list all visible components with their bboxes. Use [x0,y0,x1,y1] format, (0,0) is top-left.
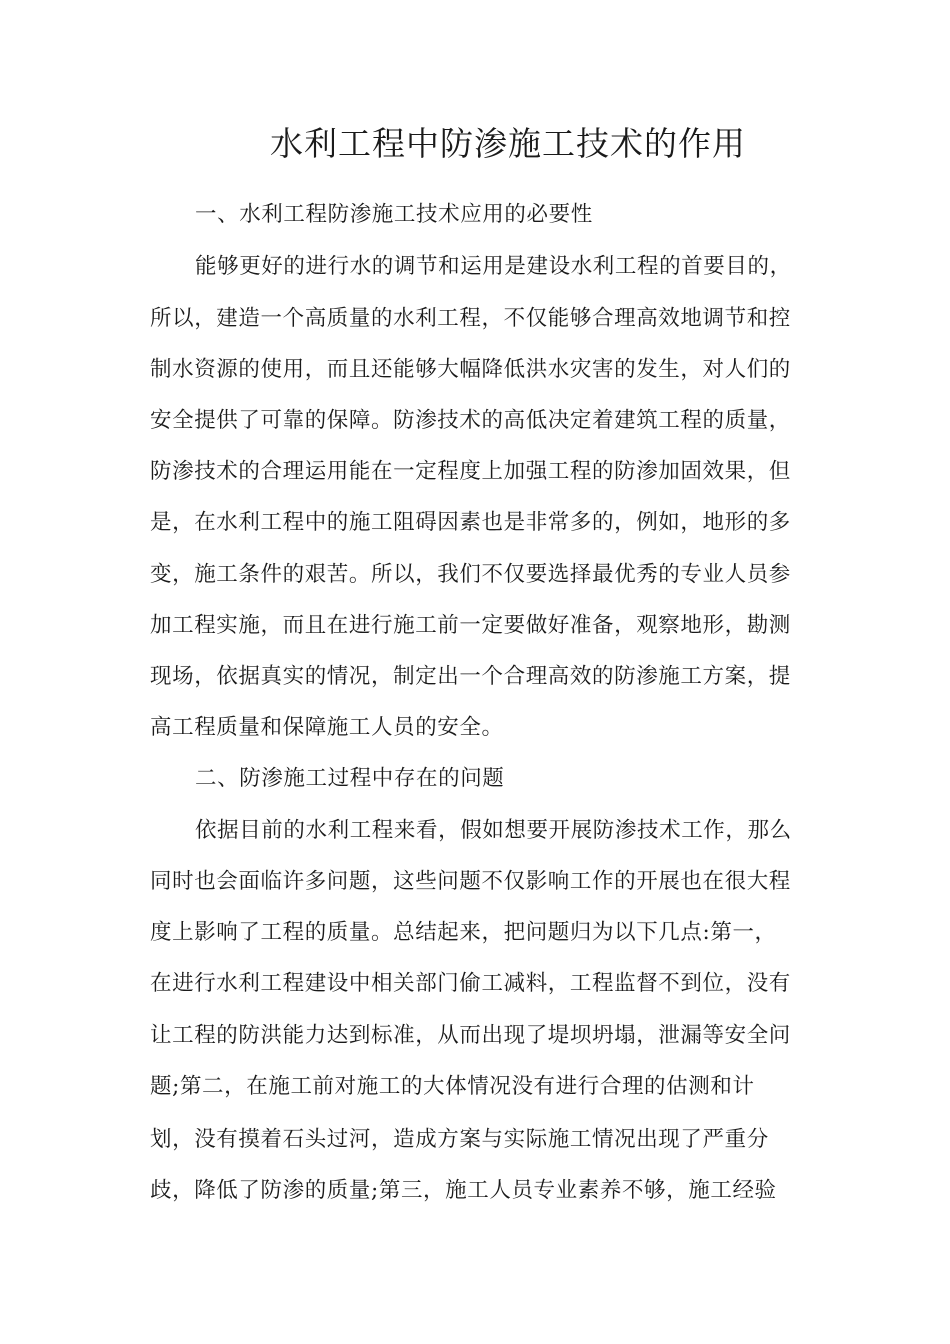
paragraph-line: 在进行水利工程建设中相关部门偷工减料，工程监督不到位，没有 [150,971,791,996]
paragraph-line: 划，没有摸着石头过河，造成方案与实际施工情况出现了严重分 [150,1127,769,1152]
paragraph-line: 度上影响了工程的质量。总结起来，把问题归为以下几点:第一， [150,920,777,945]
paragraph-line: 歧，降低了防渗的质量;第三，施工人员专业素养不够，施工经验 [150,1178,777,1203]
paragraph-line: 同时也会面临许多问题，这些问题不仅影响工作的开展也在很大程 [150,869,791,894]
paragraph-line: 能够更好的进行水的调节和运用是建设水利工程的首要目的， [195,254,792,279]
paragraph-line: 所以，建造一个高质量的水利工程，不仅能够合理高效地调节和控 [150,306,791,331]
paragraph-line: 制水资源的使用，而且还能够大幅降低洪水灾害的发生，对人们的 [150,357,791,382]
paragraph-line: 防渗技术的合理运用能在一定程度上加强工程的防渗加固效果，但 [150,459,791,484]
paragraph-line: 安全提供了可靠的保障。防渗技术的高低决定着建筑工程的质量， [150,408,791,433]
paragraph-line: 现场，依据真实的情况，制定出一个合理高效的防渗施工方案，提 [150,664,791,689]
section-heading-2: 二、防渗施工过程中存在的问题 [195,766,505,791]
section-heading-1: 一、水利工程防渗施工技术应用的必要性 [195,202,593,227]
document-title: 水利工程中防渗施工技术的作用 [270,124,746,163]
paragraph-line: 加工程实施，而且在进行施工前一定要做好准备，观察地形，勘测 [150,613,791,638]
paragraph-line: 变，施工条件的艰苦。所以，我们不仅要选择最优秀的专业人员参 [150,562,791,587]
paragraph-line: 题;第二，在施工前对施工的大体情况没有进行合理的估测和计 [150,1074,755,1099]
paragraph-line: 依据目前的水利工程来看，假如想要开展防渗技术工作，那么 [195,818,792,843]
paragraph-line: 让工程的防洪能力达到标准，从而出现了堤坝坍塌，泄漏等安全问 [150,1023,791,1048]
paragraph-line: 是，在水利工程中的施工阻碍因素也是非常多的，例如，地形的多 [150,510,791,535]
paragraph-line: 高工程质量和保障施工人员的安全。 [150,715,504,740]
